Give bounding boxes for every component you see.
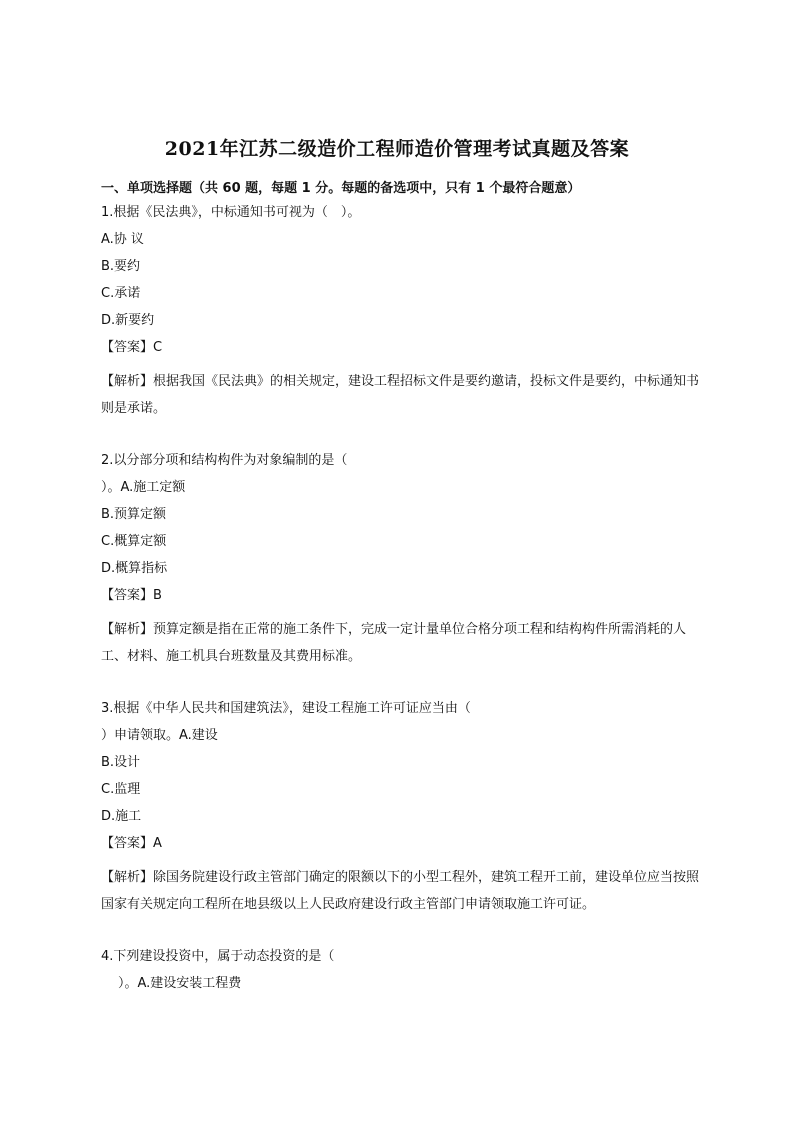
question-1-analysis: 【解析】根据我国《民法典》的相关规定，建设工程招标文件是要约邀请，投标文件是要约，中标通知书则是承诺。 (101, 374, 700, 416)
question-4-stem-cont: ）。A.建设安装工程费 (118, 976, 242, 991)
question-2-stem: 2.以分部分项和结构构件为对象编制的是（ (101, 453, 348, 468)
question-1-option-d: D.新要约 (101, 313, 155, 328)
question-2-option-c: C.概算定额 (101, 534, 167, 549)
question-1-answer: 【答案】C (101, 340, 163, 355)
question-3-stem: 3.根据《中华人民共和国建筑法》，建设工程施工许可证应当由（ (101, 701, 471, 716)
question-1-option-c: C.承诺 (101, 286, 141, 301)
question-4-stem: 4.下列建设投资中，属于动态投资的是（ (101, 949, 335, 964)
question-2-answer: 【答案】B (101, 588, 162, 603)
question-2-stem-cont: ）。A.施工定额 (101, 480, 186, 495)
question-1-stem: 1.根据《民法典》，中标通知书可视为（ ）。 (101, 205, 361, 220)
question-3-option-c: C.监理 (101, 782, 141, 797)
question-3-option-d: D.施工 (101, 809, 142, 824)
question-3-analysis: 【解析】除国务院建设行政主管部门确定的限额以下的小型工程外，建筑工程开工前，建设单位应当按照国家有关规定向工程所在地县级以上人民政府建设行政主管部门申请领取施工许可证。 (101, 870, 700, 912)
question-2-option-b: B.预算定额 (101, 507, 167, 522)
question-1-option-b: B.要约 (101, 259, 141, 274)
question-3-option-b: B.设计 (101, 755, 141, 770)
question-3-stem-cont: ）申请领取。A.建设 (101, 728, 218, 743)
section-heading: 一、单项选择题（共 60 题，每题 1 分。每题的备选项中，只有 1 个最符合题意） (101, 181, 581, 196)
document-title: 2021年江苏二级造价工程师造价管理考试真题及答案 (164, 138, 630, 160)
question-2-analysis: 【解析】预算定额是指在正常的施工条件下，完成一定计量单位合格分项工程和结构构件所需消耗的人工、材料、施工机具台班数量及其费用标准。 (101, 622, 687, 664)
question-1-option-a: A.协 议 (101, 232, 144, 247)
question-2-option-d: D.概算指标 (101, 561, 168, 576)
question-3-answer: 【答案】A (101, 836, 162, 851)
